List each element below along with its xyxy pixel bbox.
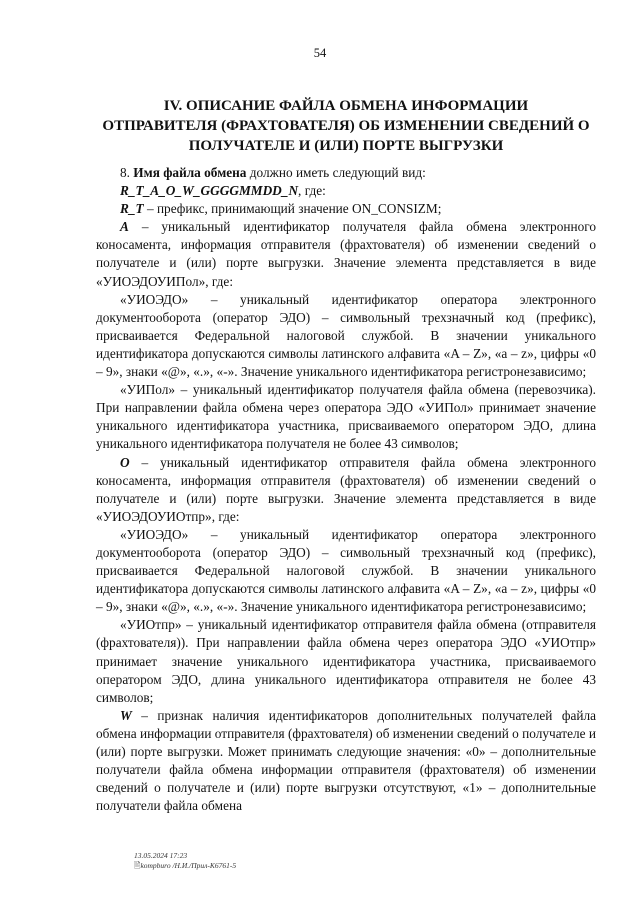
paragraph-text: – признак наличия идентификаторов дополнительных получателей файла обмена информации отправителя (фрахтователя) об изменении сведений о получателе и (или) порте выгрузки. Может принимать следующие значения: «0» – дополнительные получатели файла обмена информации отправителя (фрахтователя) об изменении сведений о получателе и (или) порте выгрузки отсутствуют, «1» – дополнительные получатели файла обмена xyxy=(96,707,596,814)
document-footer xyxy=(134,851,236,871)
code-term: A xyxy=(120,219,129,235)
term-file-name: Имя файла обмена xyxy=(133,165,247,180)
footer-user: kompburo /Н.И./Прил-К6761-5 xyxy=(140,861,237,870)
section-heading xyxy=(96,96,596,156)
paragraph-recipient-uid: «УИПол» – уникальный идентификатор получателя файла обмена (перевозчика). При направлении файла обмена через оператора ЭДО «УИПол» принимает значение уникального идентификатора участника, присваиваемого оператором ЭДО, длина уникального идентификатора получателя не более 43 символов; xyxy=(96,382,596,452)
heading-line-2: ОТПРАВИТЕЛЯ (ФРАХТОВАТЕЛЯ) ОБ ИЗМЕНЕНИИ СВЕДЕНИЙ О xyxy=(102,118,590,134)
heading-line-3: ПОЛУЧАТЕЛЕ И (ИЛИ) ПОРТЕ ВЫГРУЗКИ xyxy=(188,138,504,154)
heading-line-1: IV. ОПИСАНИЕ ФАЙЛА ОБМЕНА ИНФОРМАЦИИ xyxy=(163,98,529,114)
paragraph-edo-operator-2: «УИОЭДО» – уникальный идентификатор оператора электронного документооборота (оператор ЭДО) – символьный трехзначный код (префикс), присваивается Федеральной налоговой службой. В значении уникального идентификатора допускаются символы латинского алфавита «A – Z», «a – z», цифры «0 – 9», знаки «@», «.», «-». Значение уникального идентификатора регистронезависимо; xyxy=(96,526,596,615)
paragraph-file-name xyxy=(96,164,596,182)
paragraph-text: – уникальный идентификатор отправителя файла обмена электронного коносамента, информация отправителя (фрахтователя) об изменении сведений о получателе и (или) порте выгрузки. Значение элемента представляется в виде «УИОЭДОУИОтпр», где: xyxy=(96,454,596,524)
paragraph-edo-operator-1: «УИОЭДО» – уникальный идентификатор оператора электронного документооборота (оператор ЭДО) – символьный трехзначный код (префикс), присваивается Федеральной налоговой службой. В значении уникального идентификатора допускаются символы латинского алфавита «A – Z», «a – z», цифры «0 – 9», знаки «@», «.», «-». Значение уникального идентификатора регистронезависимо; xyxy=(96,291,596,380)
page-number: 54 xyxy=(313,46,327,60)
paragraph-text: – префикс, принимающий значение ON_CONSIZM; xyxy=(143,201,442,217)
paragraph-recipient-id xyxy=(96,218,596,290)
file-name-pattern: R_T_A_O_W_GGGGMMDD_N xyxy=(120,183,299,199)
paragraph-sender-id xyxy=(96,454,596,526)
paragraph-sender-uid: «УИОтпр» – уникальный идентификатор отправителя файла обмена (отправителя (фрахтователя)). При направлении файла обмена через оператора ЭДО «УИОтпр» принимает значение уникального идентификатора участника, присваиваемого оператором ЭДО, длина уникального идентификатора отправителя не более 43 символов; xyxy=(96,617,596,705)
paragraph-text: – уникальный идентификатор получателя файла обмена электронного коносамента, информация отправителя (фрахтователя) об изменении сведений о получателе и (или) порте выгрузки. Значение элемента представляется в виде «УИОЭДОУИПол», где: xyxy=(96,219,596,289)
paragraph-prefix xyxy=(96,200,596,218)
footer-user-line xyxy=(134,861,236,871)
document-body xyxy=(96,164,596,815)
item-number: 8. xyxy=(120,165,134,180)
code-term: W xyxy=(120,707,132,723)
paragraph-text: должно иметь следующий вид: xyxy=(246,165,426,180)
paragraph-file-pattern xyxy=(96,182,596,200)
paragraph-text: , где: xyxy=(298,183,326,199)
document-icon: 🖹 xyxy=(134,861,141,870)
code-term: O xyxy=(120,454,130,470)
footer-date: 13.05.2024 17:23 xyxy=(134,851,188,860)
paragraph-additional-recipients xyxy=(96,707,596,816)
code-term: R_T xyxy=(120,201,144,217)
